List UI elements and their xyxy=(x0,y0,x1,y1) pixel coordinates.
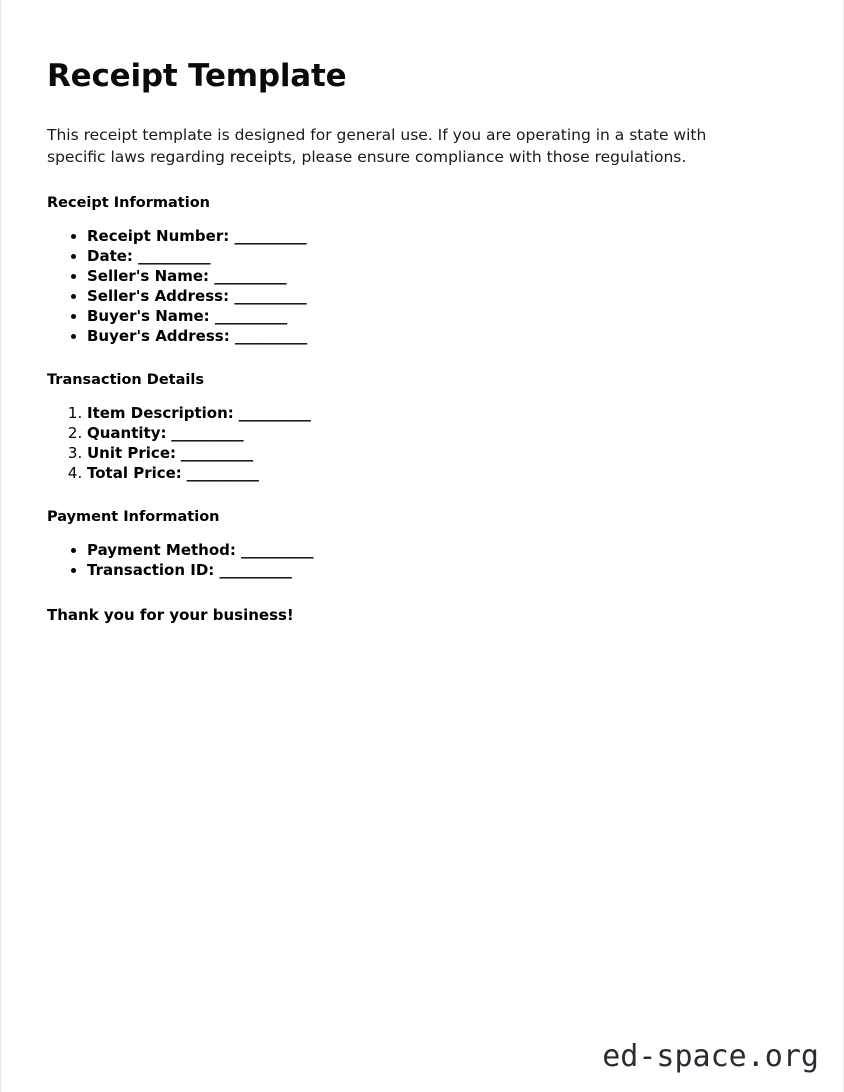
field-blank[interactable]: __________ xyxy=(138,247,211,266)
list-item xyxy=(87,404,797,424)
list-item xyxy=(87,227,797,247)
footer-watermark: ed-space.org xyxy=(602,1039,819,1074)
field-label: Unit Price: xyxy=(87,443,176,462)
field-label: Transaction ID: xyxy=(87,560,215,579)
field-label: Quantity: xyxy=(87,423,167,442)
field-blank[interactable]: __________ xyxy=(234,287,307,305)
field-blank[interactable]: __________ xyxy=(214,306,287,325)
field-label: Buyer's Name: xyxy=(87,306,210,325)
section-heading-receipt-information: Receipt Information xyxy=(47,195,210,212)
field-label: Total Price: xyxy=(87,463,182,482)
list-item xyxy=(87,287,797,307)
field-label: Seller's Address: xyxy=(87,287,230,305)
intro-paragraph: This receipt template is designed for general use. If you are operating in a state with specific laws regarding receipts, please ensure compliance with those regulations. xyxy=(47,126,707,167)
field-blank[interactable]: __________ xyxy=(171,423,244,442)
list-item xyxy=(87,561,797,581)
document-content xyxy=(47,0,797,624)
field-blank[interactable]: __________ xyxy=(234,326,307,345)
list-item xyxy=(87,267,797,287)
receipt-information-list xyxy=(47,211,797,347)
field-label: Item Description: xyxy=(87,403,234,422)
field-label: Receipt Number: xyxy=(87,227,230,246)
field-blank[interactable]: __________ xyxy=(241,540,314,559)
field-label: Seller's Name: xyxy=(87,267,210,286)
list-item xyxy=(87,247,797,267)
list-item xyxy=(87,444,797,464)
list-item xyxy=(87,464,797,484)
field-blank[interactable]: __________ xyxy=(219,560,292,579)
field-blank[interactable]: __________ xyxy=(180,443,253,462)
transaction-details-list xyxy=(47,388,797,484)
field-blank[interactable]: __________ xyxy=(214,267,287,286)
field-label: Date: xyxy=(87,247,133,266)
field-blank[interactable]: __________ xyxy=(234,227,307,246)
field-blank[interactable]: __________ xyxy=(186,463,259,482)
section-heading-transaction-details: Transaction Details xyxy=(47,371,204,388)
list-item xyxy=(87,541,797,561)
closing-line: Thank you for your business! xyxy=(47,606,294,625)
list-item xyxy=(87,307,797,327)
page-title: Receipt Template xyxy=(47,58,347,94)
field-label: Payment Method: xyxy=(87,540,236,559)
payment-information-list xyxy=(47,525,797,581)
section-heading-payment-information: Payment Information xyxy=(47,508,220,525)
list-item xyxy=(87,327,797,347)
field-label: Buyer's Address: xyxy=(87,326,230,345)
field-blank[interactable]: __________ xyxy=(238,403,311,422)
list-item xyxy=(87,424,797,444)
